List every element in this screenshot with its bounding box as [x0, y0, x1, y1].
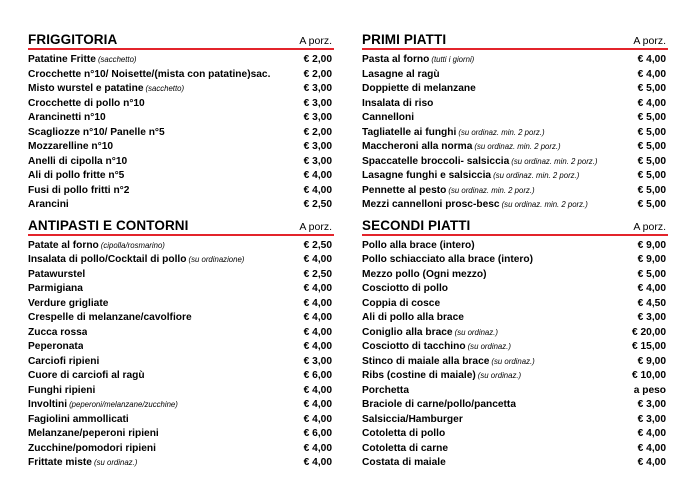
menu-item-label: Insalata di pollo/Cocktail di pollo — [28, 254, 187, 265]
menu-item-row — [362, 384, 668, 399]
menu-item-label: Funghi ripieni — [28, 384, 96, 396]
menu-item-name — [362, 427, 445, 442]
menu-item-name — [362, 53, 474, 68]
menu-item-price: € 4,00 — [637, 68, 666, 80]
menu-item-price: € 4,00 — [637, 283, 666, 294]
menu-item-label: Crespelle di melanzane/cavolfiore — [28, 312, 192, 323]
menu-item-row — [28, 140, 334, 155]
menu-item-name — [362, 384, 409, 399]
menu-item-price: a peso — [633, 384, 666, 396]
menu-item-row — [28, 311, 334, 326]
menu-item-label: Arancinetti n°10 — [28, 112, 106, 123]
menu-item-label: Misto wurstel e patatine — [28, 83, 144, 94]
menu-item-row — [362, 97, 668, 112]
menu-item-label: Stinco di maiale alla brace — [362, 355, 490, 367]
menu-item-row — [28, 239, 334, 254]
menu-item-row — [28, 97, 334, 112]
menu-item-label: Mezzi cannelloni prosc-besc — [362, 199, 500, 210]
menu-item-row — [362, 169, 668, 184]
menu-item-note: (peperoni/melanzane/zucchine) — [69, 400, 178, 409]
menu-item-name — [362, 398, 516, 413]
menu-item-row — [362, 456, 668, 471]
item-list — [362, 53, 668, 213]
menu-item-name — [362, 126, 545, 141]
menu-item-row — [28, 53, 334, 68]
menu-item-name — [28, 184, 129, 199]
menu-item-name — [28, 311, 192, 326]
menu-item-row — [362, 340, 668, 355]
menu-item-row — [362, 155, 668, 170]
menu-item-name — [28, 53, 137, 68]
menu-item-label: Crocchette n°10/ Noisette/(mista con patatine)sac. — [28, 68, 271, 80]
menu-item-row — [362, 198, 668, 213]
menu-item-label: Pollo schiacciato alla brace (intero) — [362, 254, 533, 265]
menu-item-price: € 4,00 — [303, 254, 332, 265]
menu-item-row — [28, 155, 334, 170]
menu-item-name — [28, 398, 178, 413]
menu-item-row — [362, 442, 668, 457]
menu-item-note: (tutti i giorni) — [431, 55, 475, 64]
menu-item-name — [362, 326, 498, 341]
menu-item-name — [362, 97, 433, 112]
menu-item-row — [362, 111, 668, 126]
menu-item-price: € 4,00 — [637, 428, 666, 439]
menu-item-price: € 5,00 — [637, 112, 666, 123]
menu-item-name — [28, 456, 137, 471]
menu-item-note: (su ordinaz.) — [93, 458, 138, 467]
menu-item-row — [362, 398, 668, 413]
menu-item-label: Coniglio alla brace — [362, 326, 453, 338]
menu-item-label: Cosciotto di tacchino — [362, 341, 466, 352]
menu-item-name — [362, 140, 561, 155]
menu-item-name — [28, 82, 184, 97]
menu-item-price: € 4,00 — [637, 457, 666, 468]
menu-item-row — [28, 384, 334, 399]
menu-item-row — [362, 369, 668, 384]
menu-item-label: Involtini — [28, 399, 68, 410]
menu-item-price: € 4,00 — [303, 326, 332, 338]
menu-item-name — [28, 126, 165, 141]
menu-item-note: (su ordinaz. min. 2 porz.) — [511, 156, 598, 166]
menu-item-name — [362, 239, 475, 254]
menu-item-label: Melanzane/peperoni ripieni — [28, 428, 159, 439]
menu-item-label: Insalata di riso — [362, 97, 434, 109]
menu-item-label: Scagliozze n°10/ Panelle n°5 — [28, 126, 165, 138]
menu-item-price: € 5,00 — [637, 126, 666, 138]
menu-item-name — [362, 198, 588, 213]
menu-item-name — [362, 253, 533, 268]
menu-item-row — [362, 239, 668, 254]
menu-item-price: € 4,00 — [303, 341, 332, 352]
menu-item-row — [362, 355, 668, 370]
menu-item-row — [362, 140, 668, 155]
menu-item-label: Ali di pollo fritte n°5 — [28, 170, 125, 181]
menu-item-row — [362, 413, 668, 428]
menu-item-row — [28, 355, 334, 370]
menu-item-price: € 5,00 — [637, 268, 666, 280]
menu-item-name — [362, 282, 448, 297]
menu-item-row — [28, 253, 334, 268]
menu-item-name — [362, 369, 521, 384]
menu-item-label: Patate al forno — [28, 239, 99, 251]
menu-item-name — [362, 82, 476, 97]
menu-item-price: € 4,50 — [637, 297, 666, 309]
menu-item-row — [362, 184, 668, 199]
menu-item-name — [362, 169, 579, 184]
menu-item-price: € 4,00 — [303, 413, 332, 425]
menu-item-label: Parmigiana — [28, 283, 83, 294]
menu-item-label: Zucca rossa — [28, 326, 88, 338]
menu-item-price: € 2,50 — [303, 239, 332, 251]
menu-item-name — [362, 340, 511, 355]
menu-item-name — [28, 68, 270, 83]
menu-item-row — [28, 297, 334, 312]
section-header — [28, 29, 334, 50]
menu-item-note: (su ordinaz. min. 2 porz.) — [458, 127, 545, 137]
menu-item-price: € 4,00 — [303, 184, 332, 196]
section-friggitoria — [28, 29, 334, 213]
menu-item-label: Maccheroni alla norma — [362, 141, 473, 152]
menu-item-label: Anelli di cipolla n°10 — [28, 155, 128, 167]
menu-item-note: (su ordinaz.) — [467, 342, 511, 351]
menu-item-name — [28, 97, 145, 112]
menu-item-label: Coppia di cosce — [362, 297, 441, 309]
menu-item-row — [28, 126, 334, 141]
section-antipasti — [28, 215, 334, 471]
menu-item-price: € 3,00 — [303, 155, 332, 167]
menu-item-label: Tagliatelle ai funghi — [362, 126, 457, 138]
menu-item-label: Crocchette di pollo n°10 — [28, 97, 145, 109]
menu-item-row — [362, 268, 668, 283]
menu-item-price: € 2,00 — [303, 54, 332, 65]
menu-item-price: € 15,00 — [632, 341, 666, 352]
menu-item-price: € 5,00 — [637, 155, 666, 167]
menu-item-label: Verdure grigliate — [28, 297, 109, 309]
menu-item-note: (su ordinaz. min. 2 porz.) — [501, 200, 588, 209]
menu-item-name — [362, 311, 464, 326]
menu-item-row — [362, 253, 668, 268]
menu-item-price: € 9,00 — [637, 239, 666, 251]
menu-item-note: (su ordinaz. min. 2 porz.) — [493, 171, 580, 180]
menu-item-name — [362, 268, 487, 283]
section-header — [362, 215, 668, 236]
menu-item-row — [362, 53, 668, 68]
menu-item-row — [28, 184, 334, 199]
menu-item-row — [28, 68, 334, 83]
menu-item-name — [28, 111, 106, 126]
menu-item-name — [28, 198, 69, 213]
menu-item-row — [28, 198, 334, 213]
menu-item-name — [362, 155, 597, 170]
menu-item-label: Arancini — [28, 199, 69, 210]
menu-item-price: € 3,00 — [303, 97, 332, 109]
menu-item-name — [28, 442, 156, 457]
section-primi — [362, 29, 668, 213]
menu-item-row — [362, 326, 668, 341]
menu-item-name — [28, 169, 124, 184]
menu-item-row — [28, 413, 334, 428]
menu-item-price: € 4,00 — [303, 170, 332, 181]
menu-item-label: Pasta al forno — [362, 54, 430, 65]
menu-item-price: € 2,00 — [303, 68, 332, 80]
menu-item-note: (su ordinaz.) — [477, 371, 522, 380]
menu-item-price: € 5,00 — [637, 199, 666, 210]
menu-item-label: Costata di maiale — [362, 457, 446, 468]
menu-item-price: € 4,00 — [303, 297, 332, 309]
menu-item-label: Pollo alla brace (intero) — [362, 239, 475, 251]
menu-item-price: € 3,00 — [637, 312, 666, 323]
menu-item-name — [28, 427, 159, 442]
menu-item-name — [362, 413, 463, 428]
menu-item-note: (cipolla/rosmarino) — [100, 240, 165, 250]
menu-item-row — [28, 340, 334, 355]
menu-item-label: Frittate miste — [28, 457, 92, 468]
menu-item-price: € 4,00 — [303, 312, 332, 323]
menu-item-row — [362, 427, 668, 442]
menu-item-note: (sacchetto) — [145, 84, 185, 93]
item-list — [28, 239, 334, 471]
menu-item-row — [362, 68, 668, 83]
menu-item-label: Spaccatelle broccoli- salsiccia — [362, 155, 510, 167]
section-header — [362, 29, 668, 50]
menu-column-right — [362, 29, 668, 471]
menu-item-row — [28, 326, 334, 341]
menu-item-row — [28, 427, 334, 442]
menu-item-row — [28, 268, 334, 283]
menu-item-name — [28, 155, 127, 170]
portion-label: A porz. — [633, 220, 666, 233]
menu-item-name — [362, 111, 414, 126]
menu-item-label: Lasagne al ragù — [362, 68, 440, 80]
menu-item-name — [28, 384, 95, 399]
menu-item-label: Cotoletta di pollo — [362, 428, 446, 439]
section-title: PRIMI PIATTI — [362, 32, 447, 47]
menu-item-row — [28, 398, 334, 413]
menu-item-price: € 4,00 — [303, 457, 332, 468]
menu-item-name — [362, 456, 446, 471]
item-list — [362, 239, 668, 471]
menu-item-note: (su ordinaz.) — [491, 356, 535, 366]
menu-item-price: € 2,00 — [303, 126, 332, 138]
menu-item-row — [362, 282, 668, 297]
menu-item-row — [28, 456, 334, 471]
menu-item-price: € 5,00 — [637, 184, 666, 196]
menu-item-name — [28, 355, 99, 370]
menu-item-price: € 4,00 — [637, 442, 666, 454]
menu-item-name — [28, 140, 113, 155]
menu-column-left — [28, 29, 334, 471]
menu-item-name — [28, 239, 165, 254]
section-title: SECONDI PIATTI — [362, 217, 471, 233]
menu-item-label: Ali di pollo alla brace — [362, 312, 464, 323]
menu-item-label: Cuore di carciofi al ragù — [28, 370, 145, 381]
menu-item-price: € 5,00 — [637, 170, 666, 181]
menu-item-price: € 5,00 — [637, 83, 666, 94]
menu-item-label: Ribs (costine di maiale) — [362, 370, 476, 381]
menu-item-row — [362, 311, 668, 326]
menu-item-price: € 6,00 — [303, 370, 332, 381]
menu-item-label: Fusi di pollo fritti n°2 — [28, 184, 130, 196]
menu-item-price: € 4,00 — [637, 97, 666, 109]
menu-item-price: € 3,00 — [637, 399, 666, 410]
menu-item-label: Lasagne funghi e salsiccia — [362, 170, 492, 181]
section-header — [28, 215, 334, 236]
menu-item-row — [362, 297, 668, 312]
menu-item-label: Patatine Fritte — [28, 54, 96, 65]
menu-item-name — [362, 355, 535, 370]
menu-item-row — [362, 126, 668, 141]
menu-item-price: € 3,00 — [637, 413, 666, 425]
menu-item-label: Pennette al pesto — [362, 184, 447, 196]
section-secondi — [362, 215, 668, 471]
menu-item-note: (su ordinaz. min. 2 porz.) — [448, 185, 535, 195]
menu-item-price: € 6,00 — [303, 428, 332, 439]
portion-label: A porz. — [633, 35, 666, 47]
menu-item-price: € 3,00 — [303, 112, 332, 123]
menu-item-name — [28, 340, 83, 355]
menu-item-note: (sacchetto) — [97, 55, 137, 64]
menu-item-label: Salsiccia/Hamburger — [362, 413, 463, 425]
menu-item-name — [28, 268, 85, 283]
menu-item-row — [28, 169, 334, 184]
menu-item-row — [28, 369, 334, 384]
menu-item-label: Doppiette di melanzane — [362, 83, 476, 94]
menu-item-label: Mozzarelline n°10 — [28, 141, 114, 152]
menu-item-label: Zucchine/pomodori ripieni — [28, 442, 156, 454]
menu-item-label: Cosciotto di pollo — [362, 283, 449, 294]
menu-item-name — [362, 442, 448, 457]
menu-item-price: € 4,00 — [303, 384, 332, 396]
menu-item-price: € 4,00 — [303, 442, 332, 454]
menu-item-note: (su ordinazione) — [188, 255, 245, 264]
menu-item-price: € 9,00 — [637, 355, 666, 367]
menu-item-name — [28, 413, 129, 428]
section-title: ANTIPASTI E CONTORNI — [28, 217, 189, 233]
menu-item-row — [28, 442, 334, 457]
menu-item-name — [28, 297, 108, 312]
menu-item-row — [28, 282, 334, 297]
menu-item-name — [362, 297, 440, 312]
menu-item-label: Peperonata — [28, 341, 84, 352]
menu-item-name — [28, 369, 145, 384]
menu-item-price: € 4,00 — [303, 399, 332, 410]
menu-item-name — [362, 184, 535, 199]
menu-item-price: € 9,00 — [637, 254, 666, 265]
menu-item-price: € 3,00 — [303, 355, 332, 367]
menu-item-name — [362, 68, 440, 83]
menu-item-name — [28, 253, 244, 268]
menu-item-label: Cannelloni — [362, 112, 415, 123]
menu-item-label: Porchetta — [362, 384, 409, 396]
menu-item-name — [28, 282, 83, 297]
portion-label: A porz. — [299, 35, 332, 47]
menu-item-price: € 4,00 — [637, 54, 666, 65]
menu-item-name — [28, 326, 87, 341]
menu-item-note: (su ordinaz.) — [454, 327, 498, 337]
menu-item-price: € 3,00 — [303, 141, 332, 152]
menu-item-row — [28, 82, 334, 97]
menu-item-price: € 2,50 — [303, 199, 332, 210]
menu-item-price: € 5,00 — [637, 141, 666, 152]
portion-label: A porz. — [299, 220, 332, 233]
menu-item-label: Braciole di carne/pollo/pancetta — [362, 399, 516, 410]
menu-item-note: (su ordinaz. min. 2 porz.) — [474, 142, 561, 151]
menu-item-row — [362, 82, 668, 97]
menu-item-price: € 4,00 — [303, 283, 332, 294]
menu-item-label: Fagiolini ammollicati — [28, 413, 129, 425]
menu-item-label: Patawurstel — [28, 268, 86, 280]
menu-item-price: € 20,00 — [632, 326, 666, 338]
menu-item-row — [28, 111, 334, 126]
menu-item-price: € 10,00 — [632, 370, 666, 381]
item-list — [28, 53, 334, 213]
menu-item-label: Carciofi ripieni — [28, 355, 100, 367]
section-title: FRIGGITORIA — [28, 32, 118, 47]
menu-item-price: € 2,50 — [303, 268, 332, 280]
menu-item-price: € 3,00 — [303, 83, 332, 94]
menu-item-label: Mezzo pollo (Ogni mezzo) — [362, 268, 487, 280]
menu-item-label: Cotoletta di carne — [362, 442, 449, 454]
